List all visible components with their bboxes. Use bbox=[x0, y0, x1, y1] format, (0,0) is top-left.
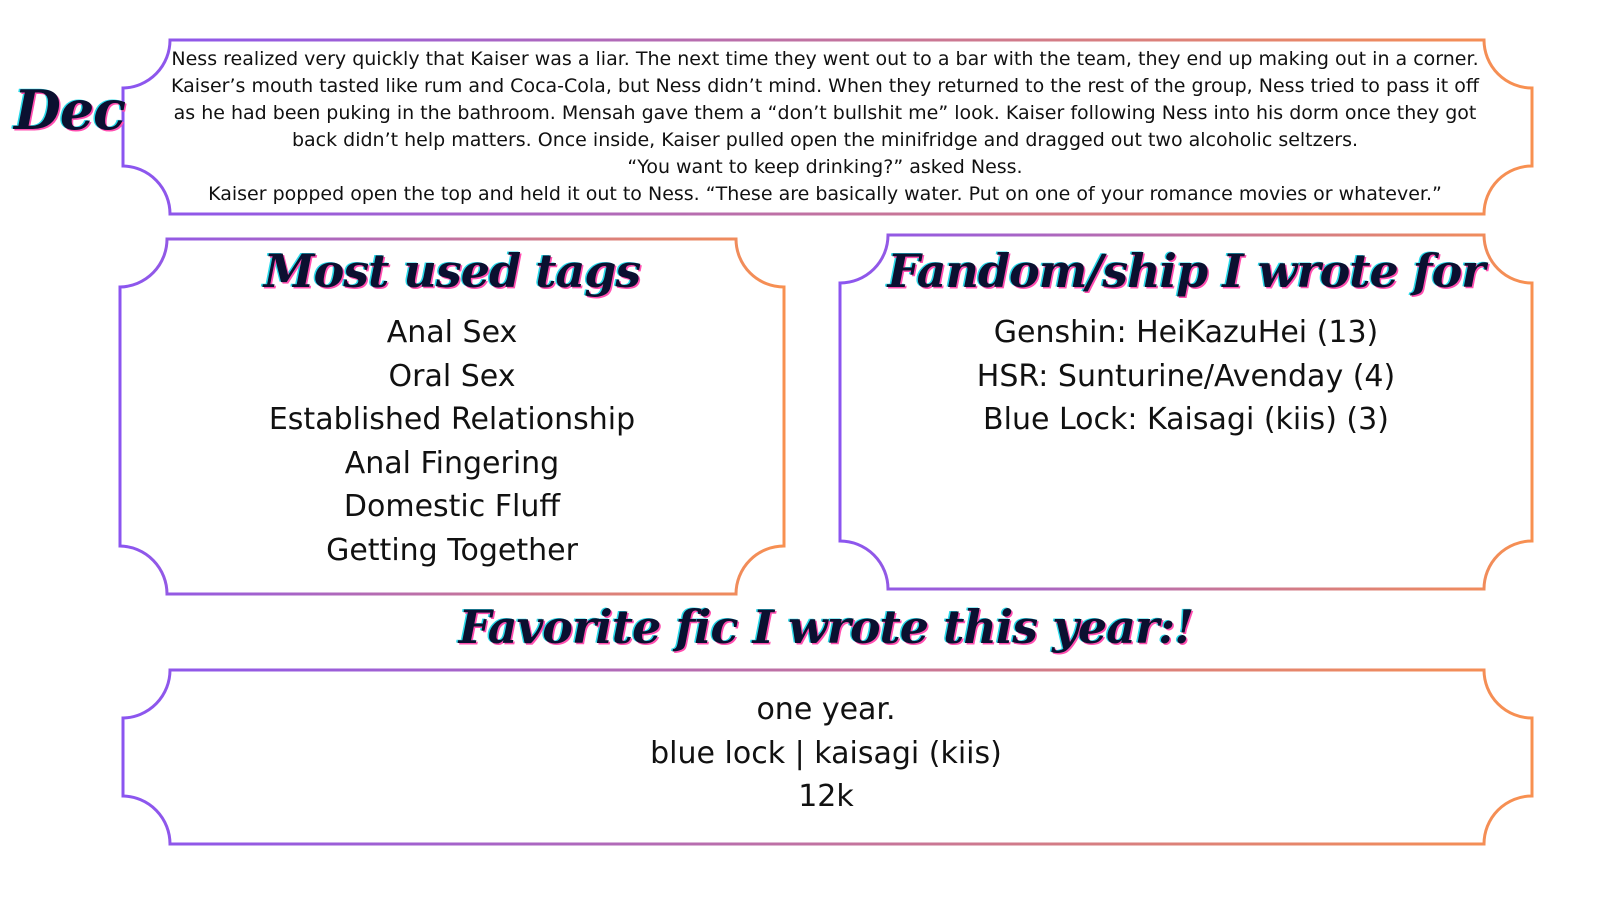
tags-heading: Most used tags bbox=[263, 244, 641, 298]
month-label: Dec bbox=[14, 78, 126, 142]
fandom-item: HSR: Sunturine/Avenday (4) bbox=[976, 358, 1396, 394]
tag-item: Anal Fingering bbox=[344, 445, 560, 481]
fandom-heading: Fandom/ship I wrote for bbox=[887, 244, 1485, 298]
tag-item: Established Relationship bbox=[268, 402, 636, 437]
tag-item: Anal Sex bbox=[386, 315, 518, 350]
favorite-fic-title: one year. bbox=[756, 692, 896, 727]
fandom-item: Genshin: HeiKazuHei (13) bbox=[993, 315, 1379, 350]
tag-item: Oral Sex bbox=[388, 358, 516, 394]
excerpt-text bbox=[160, 46, 1490, 208]
excerpt-paragraph: “You want to keep drinking?” asked Ness. bbox=[627, 156, 1023, 178]
fandom-item: Blue Lock: Kaisagi (kiis) (3) bbox=[983, 402, 1389, 437]
tags-list bbox=[120, 311, 784, 572]
excerpt-paragraph: Ness realized very quickly that Kaiser was a liar. The next time they went out to a bar with the team, they end up making out in a corner. Kaiser’s mouth tasted like rum and Coca-Cola, but Ness didn’t mind. When they returned to the rest of the group, Ness tried to pass it off as he had been puking in the bathroom. Mensah gave them a “don’t bullshit me” look. Kaiser following Ness into his dorm once they got back didn’t help matters. Once inside, Kaiser pulled open the minifridge and dragged out two alcoholic seltzers. bbox=[171, 48, 1479, 151]
tag-item: Getting Together bbox=[326, 532, 578, 568]
tag-item: Domestic Fluff bbox=[343, 489, 561, 524]
favorite-fic bbox=[120, 688, 1532, 819]
favorite-heading: Favorite fic I wrote this year:! bbox=[458, 600, 1194, 654]
favorite-fic-length: 12k bbox=[798, 779, 854, 814]
excerpt-paragraph: Kaiser popped open the top and held it out to Ness. “These are basically water. Put on one of your romance movies or whatever.” bbox=[208, 183, 1442, 205]
favorite-fic-ship: blue lock | kaisagi (kiis) bbox=[650, 735, 1002, 771]
fandom-list bbox=[840, 311, 1532, 442]
